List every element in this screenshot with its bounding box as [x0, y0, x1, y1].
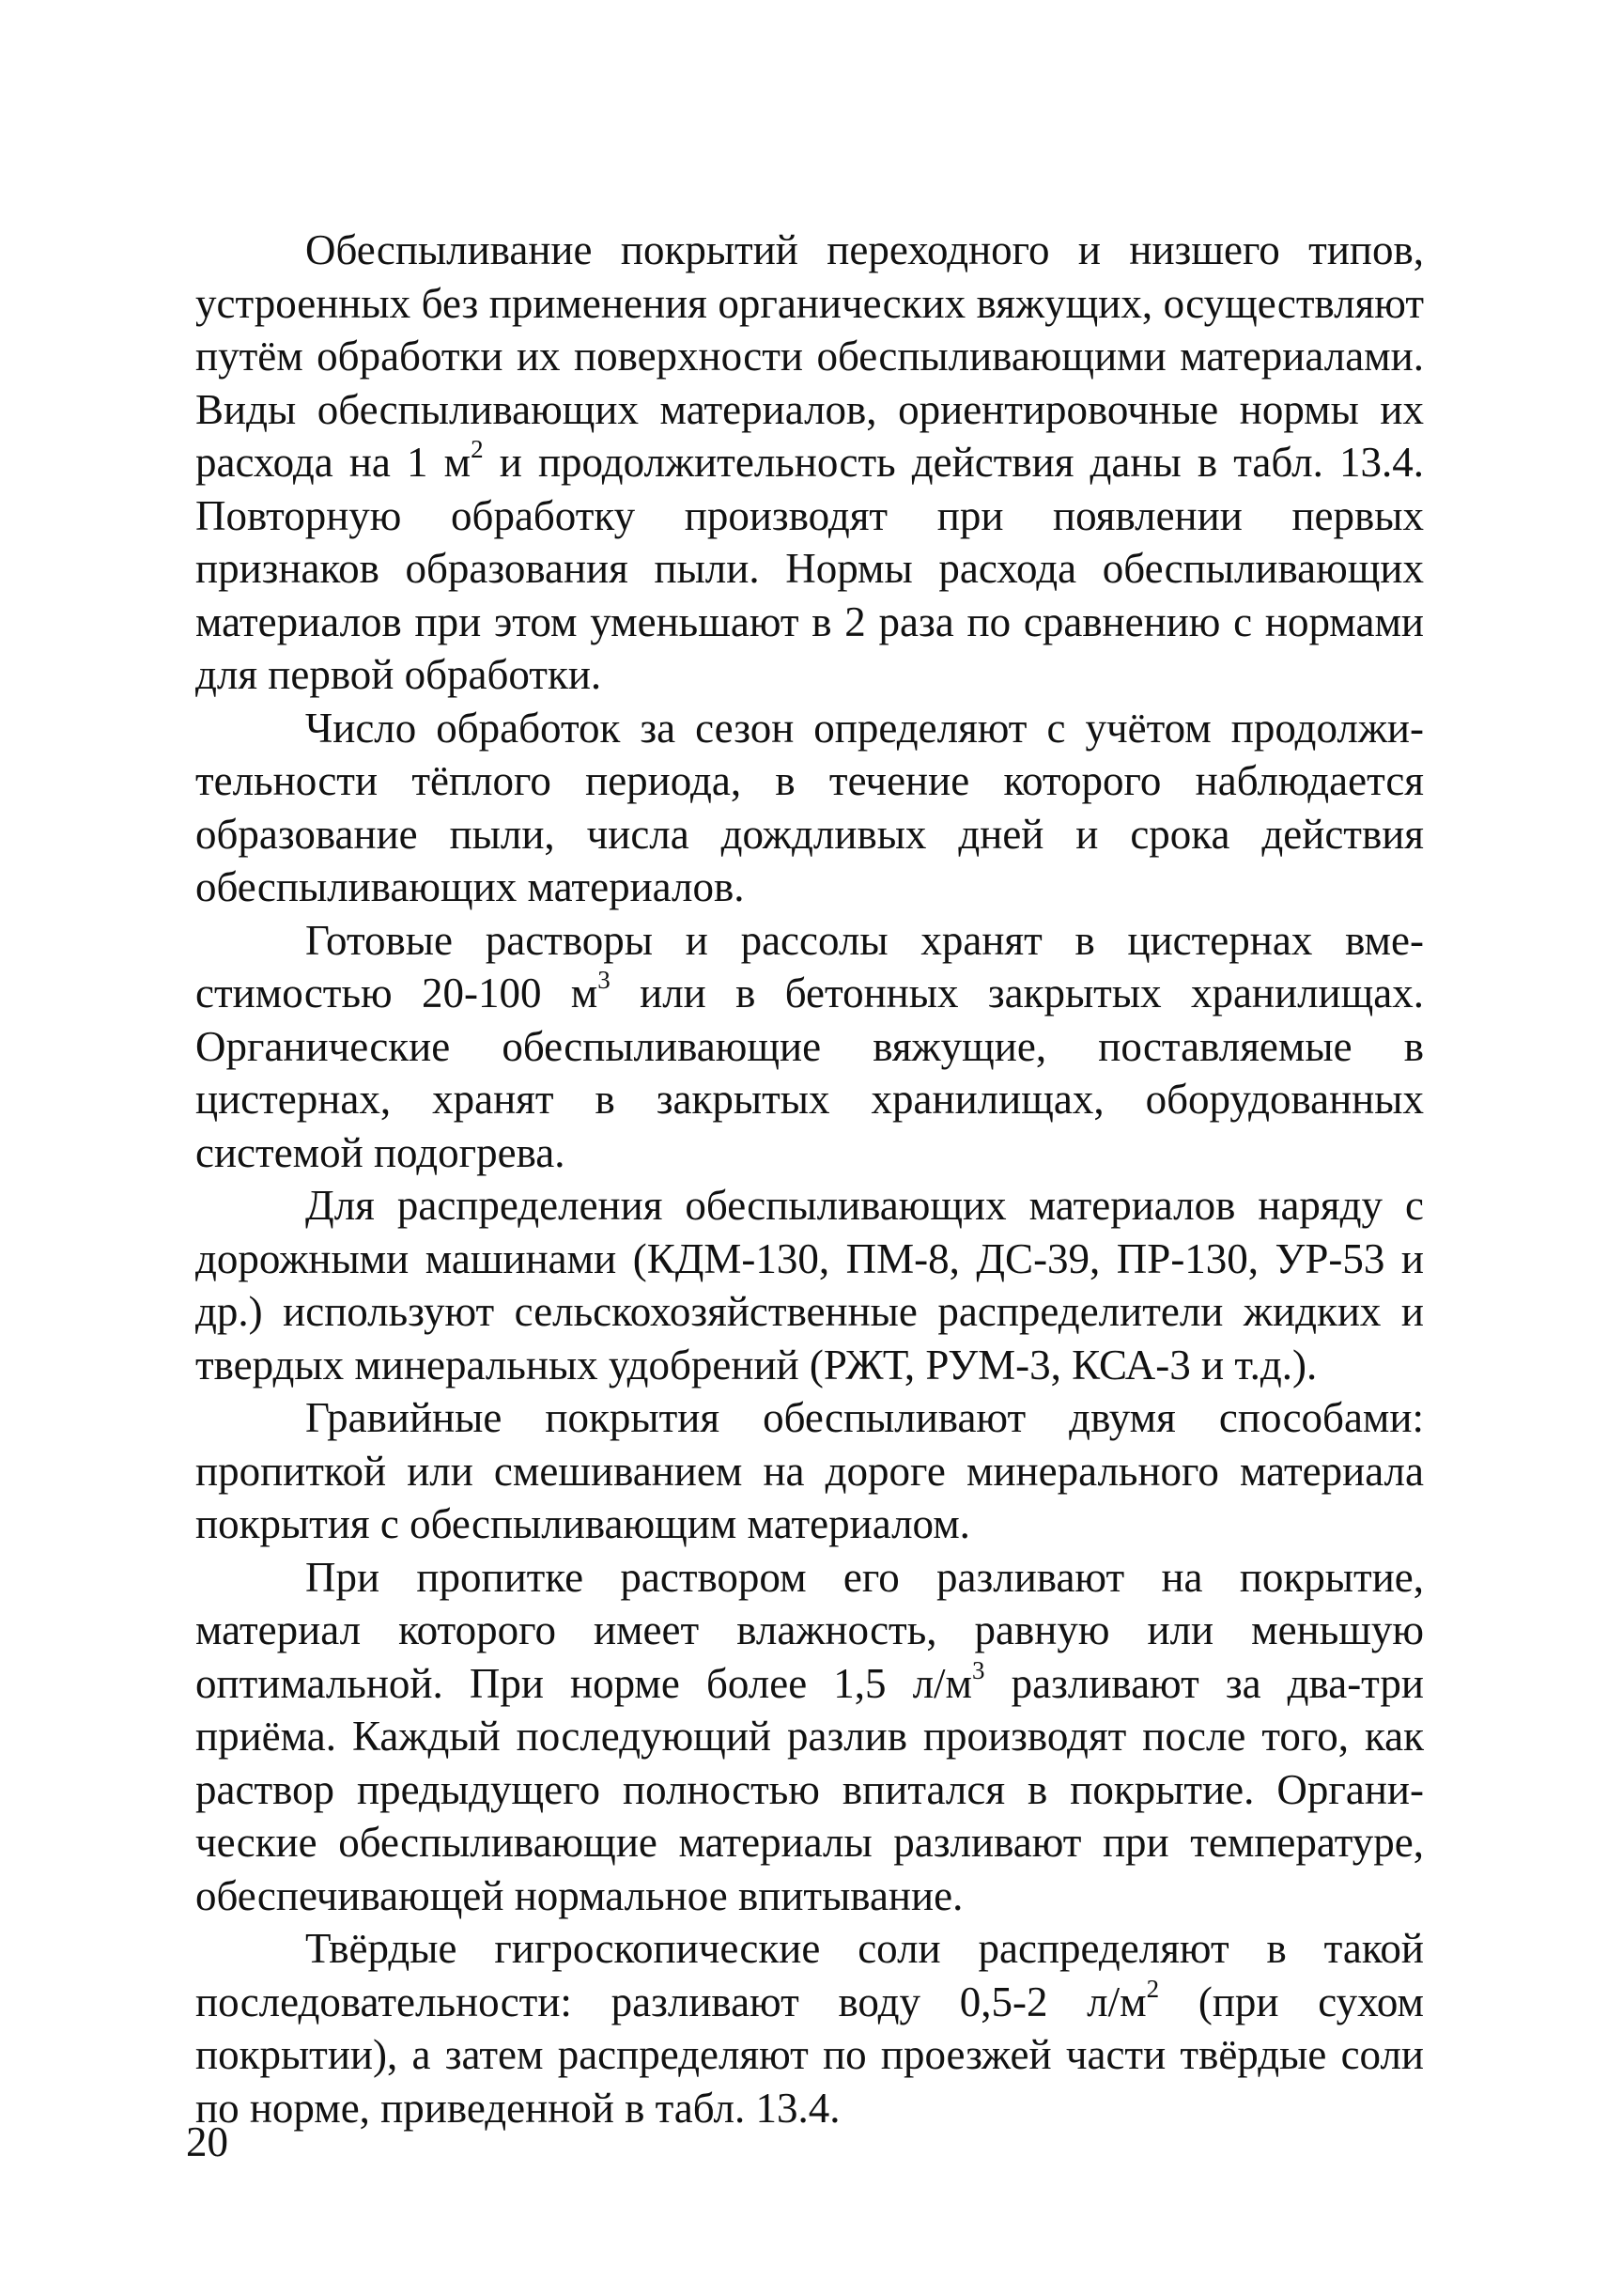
paragraph-treatment-count: [195, 702, 1424, 914]
paragraph-hygroscopic-salts: [195, 1922, 1424, 2134]
paragraph-text: Для распределения обеспыливающих материалов наряду с дорожными машинами (КДМ-130, ПМ-8, ДС-39, ПР-130, УР-53 и др.) используют сельскохозяйственные распределители жидких и твердых минеральных удобрений (РЖТ, РУМ-3, КСА-3 и т.д.).: [195, 1182, 1424, 1388]
page-number: 20: [186, 2118, 228, 2165]
superscript: 3: [972, 1655, 985, 1684]
superscript: 2: [471, 434, 484, 463]
superscript: 3: [597, 965, 611, 994]
page-body: [195, 224, 1424, 2134]
paragraph-storage: [195, 914, 1424, 1180]
paragraph-text: (при сухом покрытии), а затем распределяют по проезжей части твёрдые соли по норме, приведенной в табл. 13.4.: [195, 1978, 1425, 2132]
paragraph-text: Гравийные покрытия обеспыливают двумя способами: пропиткой или смешиванием на дороге минерального материала покрытия с обеспыливающим материалом.: [195, 1394, 1424, 1547]
paragraph-text: или в бетонных закрытых хранилищах. Органические обеспыливающие вяжущие, поставляемые в цистернах, хранят в закрытых хранилищах, оборудованных системой подогрева.: [195, 970, 1424, 1176]
paragraph-text: Обеспыливание покрытий переходного и низшего типов, устроенных без применения органических вяжущих, осуществляют путём обработки их поверхности обеспыливающими материалами. Виды обеспыливающих материалов, ориентировочные нормы их расхода на 1 м: [195, 226, 1424, 486]
paragraph-text: и продолжительность действия даны в табл. 13.4. Повторную обработку производят при появлении первых признаков образования пыли. Нормы расхода обеспыливающих материалов при этом уменьшают в 2 раза по сравнению с нормами для первой обработки.: [195, 439, 1424, 698]
paragraph-text: Готовые растворы и рассолы хранят в цистернах вместимостью 20-100 м: [195, 916, 1424, 1016]
paragraph-gravel-methods: [195, 1391, 1424, 1551]
paragraph-text: Число обработок за сезон определяют с учётом продолжительности тёплого периода, в течение которого наблюдается образование пыли, числа дождливых дней и срока действия обеспыливающих материалов.: [195, 704, 1424, 910]
paragraph-text: При пропитке раствором его разливают на покрытие, материал которого имеет влажность, равную или меньшую оптимальной. При норме более 1,5 л/м: [195, 1553, 1424, 1707]
paragraph-dust-removal-intro: [195, 224, 1424, 702]
paragraph-text: разливают за два-три приёма. Каждый последующий разлив производят после того, как раствор предыдущего полностью впитался в покрытие. Органические обеспыливающие материалы разливают при температуре, обеспечивающей нормальное впитывание.: [195, 1659, 1424, 1919]
paragraph-text: Твёрдые гигроскопические соли распределяют в такой последовательности: разливают воду 0,5-2 л/м: [195, 1925, 1424, 2025]
paragraph-impregnation: [195, 1551, 1424, 1923]
superscript: 2: [1146, 1974, 1160, 2003]
paragraph-distribution-machines: [195, 1179, 1424, 1391]
